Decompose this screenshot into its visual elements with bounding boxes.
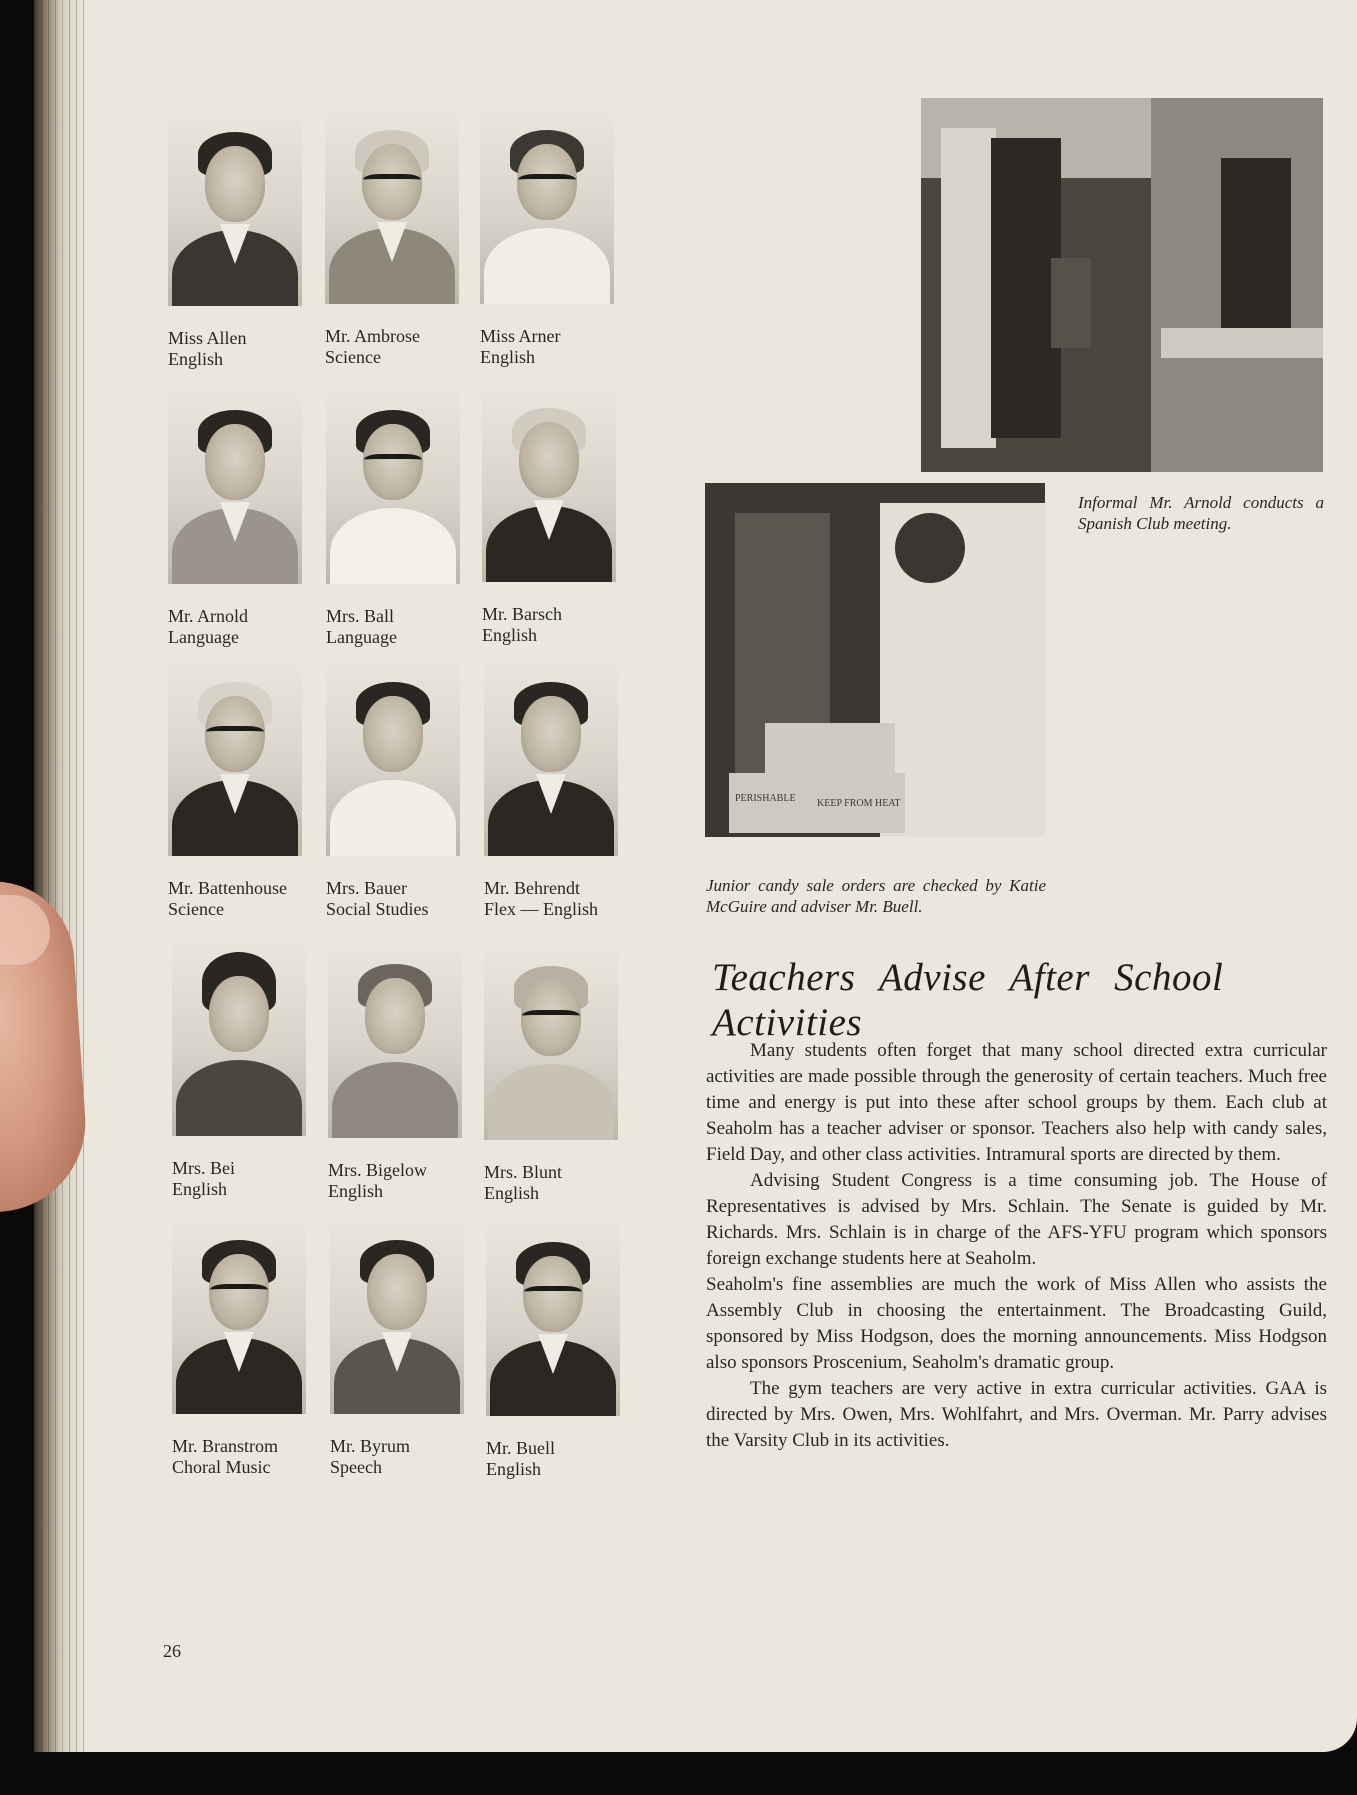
article-body bbox=[706, 1038, 1327, 1454]
teacher-dept: English bbox=[486, 1459, 542, 1479]
portrait-photo bbox=[326, 390, 460, 584]
portrait-photo bbox=[482, 388, 616, 582]
teacher-dept: English bbox=[480, 347, 536, 367]
spanish-club-caption: Informal Mr. Arnold conducts a Spanish Club meeting. bbox=[1078, 493, 1324, 533]
article-paragraph: The gym teachers are very active in extra curricular activities. GAA is directed by Mrs. Owen, Mrs. Wohlfahrt, and Mrs. Overman. Mr. Parry advises the Varsity Club in its activities. bbox=[706, 1378, 1327, 1451]
teacher-name: Miss Allen bbox=[168, 328, 247, 348]
portrait-photo bbox=[172, 942, 306, 1136]
portrait-card bbox=[325, 110, 459, 368]
portrait-card bbox=[480, 110, 614, 368]
teacher-name: Mrs. Bauer bbox=[326, 878, 407, 898]
teacher-name: Mr. Branstrom bbox=[172, 1436, 278, 1456]
portrait-card bbox=[484, 946, 618, 1204]
portrait-photo bbox=[328, 944, 462, 1138]
portrait-caption bbox=[168, 328, 302, 370]
portrait-photo bbox=[484, 946, 618, 1140]
portrait-caption bbox=[168, 606, 302, 648]
teacher-name: Mr. Arnold bbox=[168, 606, 249, 626]
article-paragraph: Seaholm's fine assemblies are much the work of Miss Allen who assists the Assembly Club in choosing the entertainment. The Broadcasting Guild, sponsored by Miss Hodgson, does the morning announcements. Miss Hodgson also sponsors Proscenium, Seaholm's dramatic group. bbox=[706, 1274, 1327, 1373]
portrait-caption bbox=[484, 1162, 618, 1204]
portrait-caption bbox=[172, 1436, 306, 1478]
candy-sale-caption: Junior candy sale orders are checked by Katie McGuire and adviser Mr. Buell. bbox=[706, 876, 1046, 916]
teacher-name: Mrs. Bei bbox=[172, 1158, 235, 1178]
teacher-name: Mr. Ambrose bbox=[325, 326, 421, 346]
teacher-dept: English bbox=[168, 349, 224, 369]
teacher-dept: Language bbox=[326, 627, 397, 647]
portrait-card bbox=[172, 1220, 306, 1478]
portrait-card bbox=[330, 1220, 464, 1478]
portrait-caption bbox=[325, 326, 459, 368]
teacher-dept: Language bbox=[168, 627, 239, 647]
teacher-dept: English bbox=[484, 1183, 540, 1203]
portrait-caption bbox=[172, 1158, 306, 1200]
portrait-photo bbox=[484, 662, 618, 856]
portrait-card bbox=[486, 1222, 620, 1480]
portrait-photo bbox=[330, 1220, 464, 1414]
portrait-card bbox=[328, 944, 462, 1202]
teacher-name: Mr. Behrendt bbox=[484, 878, 580, 898]
portrait-card bbox=[172, 942, 306, 1200]
portrait-card bbox=[482, 388, 616, 646]
box-label-left: PERISHABLE bbox=[735, 793, 796, 804]
portrait-photo bbox=[480, 110, 614, 304]
portrait-card bbox=[168, 390, 302, 648]
teacher-name: Mrs. Ball bbox=[326, 606, 395, 626]
teacher-dept: Choral Music bbox=[172, 1457, 271, 1477]
portrait-card bbox=[168, 112, 302, 370]
portrait-caption bbox=[484, 878, 618, 920]
article-paragraph: Advising Student Congress is a time consuming job. The House of Representatives is advised by Mrs. Schlain. The Senate is guided by Mr. Richards. Mrs. Schlain is in charge of the AFS-YFU program which sponsors foreign exchange students here at Seaholm. bbox=[706, 1170, 1327, 1269]
box-label-right: KEEP FROM HEAT bbox=[817, 798, 901, 809]
portrait-caption bbox=[168, 878, 302, 920]
portrait-caption bbox=[330, 1436, 464, 1478]
portrait-photo bbox=[486, 1222, 620, 1416]
teacher-dept: Flex — English bbox=[484, 899, 599, 919]
portrait-card bbox=[326, 390, 460, 648]
portrait-caption bbox=[326, 606, 460, 648]
teacher-dept: Science bbox=[168, 899, 224, 919]
teacher-dept: Speech bbox=[330, 1457, 382, 1477]
portrait-card bbox=[484, 662, 618, 920]
teacher-dept: Social Studies bbox=[326, 899, 429, 919]
teacher-dept: English bbox=[482, 625, 538, 645]
article-headline: Teachers Advise After School Activities bbox=[712, 956, 1224, 1044]
portrait-card bbox=[168, 662, 302, 920]
teacher-dept: Science bbox=[325, 347, 381, 367]
teacher-name: Mr. Battenhouse bbox=[168, 878, 287, 898]
teacher-name: Mr. Byrum bbox=[330, 1436, 411, 1456]
portrait-caption bbox=[480, 326, 614, 368]
portrait-photo bbox=[325, 110, 459, 304]
portrait-caption bbox=[486, 1438, 620, 1480]
spanish-club-photo bbox=[921, 98, 1323, 472]
teacher-name: Mr. Barsch bbox=[482, 604, 562, 624]
page-number: 26 bbox=[163, 1641, 181, 1661]
stacked-page-edges bbox=[34, 0, 84, 1752]
portrait-caption bbox=[326, 878, 460, 920]
teacher-name: Mrs. Bigelow bbox=[328, 1160, 427, 1180]
portrait-photo bbox=[168, 662, 302, 856]
portrait-caption bbox=[328, 1160, 462, 1202]
teacher-name: Mr. Buell bbox=[486, 1438, 556, 1458]
article-paragraph: Many students often forget that many school directed extra curricular activities are made possible through the generosity of certain teachers. Much free time and energy is put into these after school groups by them. Each club at Seaholm has a teacher adviser or sponsor. Teachers also help with candy sales, Field Day, and other class activities. Intramural sports are directed by them. bbox=[706, 1040, 1327, 1165]
portrait-photo bbox=[172, 1220, 306, 1414]
portrait-photo bbox=[168, 112, 302, 306]
candy-sale-photo bbox=[705, 483, 1045, 837]
teacher-dept: English bbox=[328, 1181, 384, 1201]
portrait-photo bbox=[326, 662, 460, 856]
portrait-photo bbox=[168, 390, 302, 584]
teacher-dept: English bbox=[172, 1179, 228, 1199]
teacher-name: Mrs. Blunt bbox=[484, 1162, 563, 1182]
teacher-name: Miss Arner bbox=[480, 326, 561, 346]
portrait-card bbox=[326, 662, 460, 920]
portrait-caption bbox=[482, 604, 616, 646]
